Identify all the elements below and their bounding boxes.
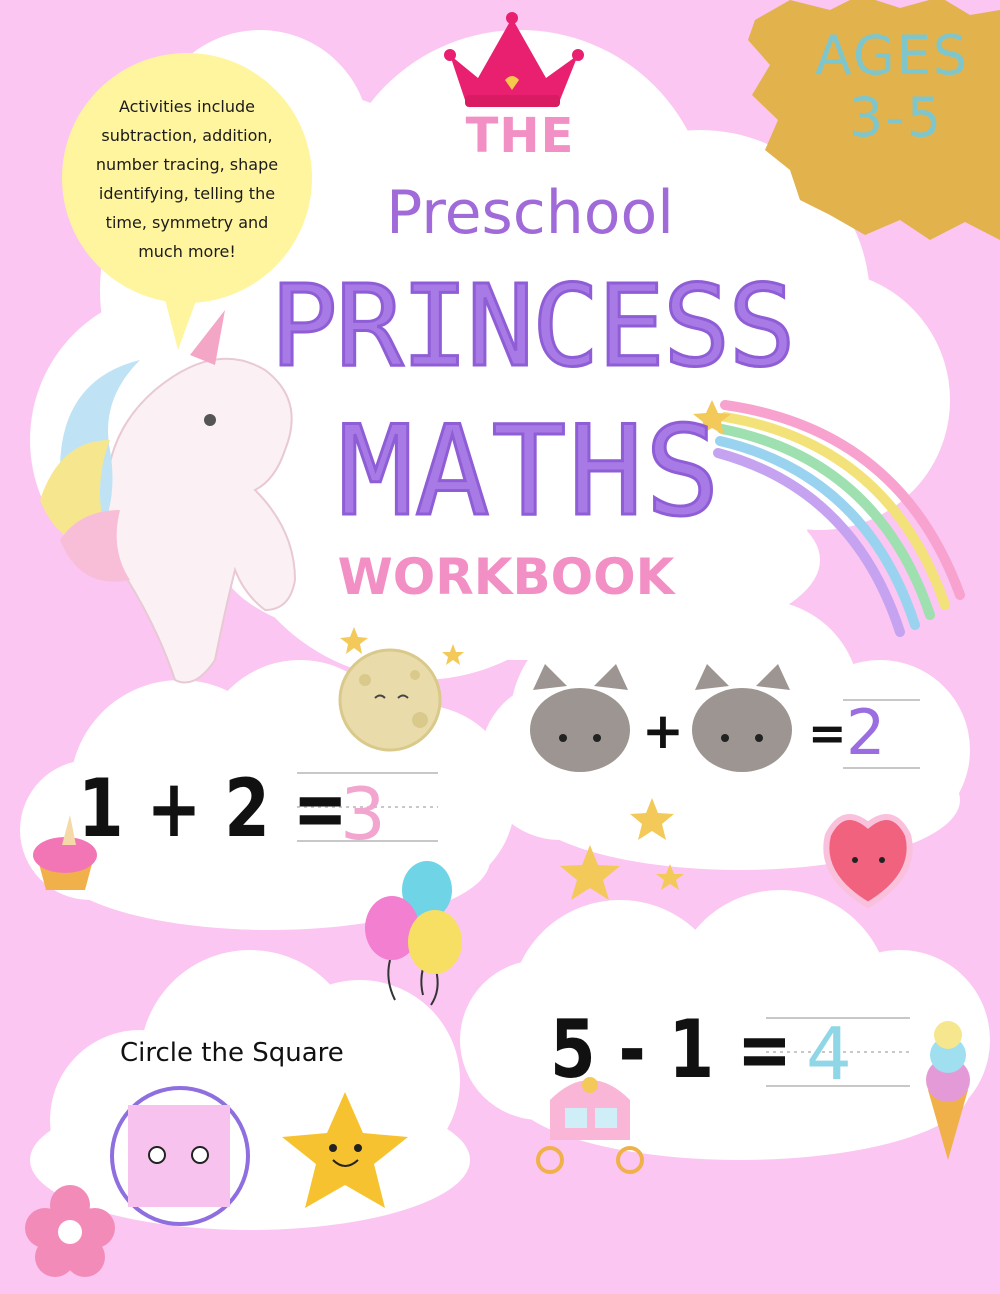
addition-expression: 1 + 2 = (78, 762, 348, 855)
title-preschool: Preschool (386, 178, 674, 248)
title-princess: PRINCESS (270, 262, 794, 392)
activities-description (74, 92, 300, 266)
star-icon-c (656, 864, 684, 890)
circle-the-square-label: Circle the Square (120, 1038, 344, 1068)
heart-icon (826, 817, 909, 905)
activities-line: identifying, telling the (98, 184, 276, 203)
cats-answer: 2 (846, 696, 886, 769)
title-maths: MATHS (338, 400, 722, 544)
cats-plus-sign: + (642, 702, 684, 760)
cats-equals-sign: = (808, 706, 847, 760)
subtraction-expression: 5 - 1 = (550, 1003, 793, 1096)
title-the: THE (465, 108, 575, 164)
activities-line: subtraction, addition, (101, 126, 273, 145)
shape-cloud (30, 950, 470, 1230)
moon-icon (340, 650, 440, 750)
title-workbook: WORKBOOK (337, 548, 675, 606)
activities-line: Activities include (118, 97, 256, 116)
activities-line: number tracing, shape (95, 155, 279, 174)
ages-range: 3-5 (848, 86, 944, 149)
shape-circle-icon (112, 1088, 248, 1224)
activities-line: time, symmetry and (105, 213, 269, 232)
ages-label: AGES (814, 24, 970, 87)
activities-line: much more! (138, 242, 236, 261)
subtraction-answer: 4 (806, 1012, 852, 1096)
addition-answer: 3 (340, 772, 386, 856)
